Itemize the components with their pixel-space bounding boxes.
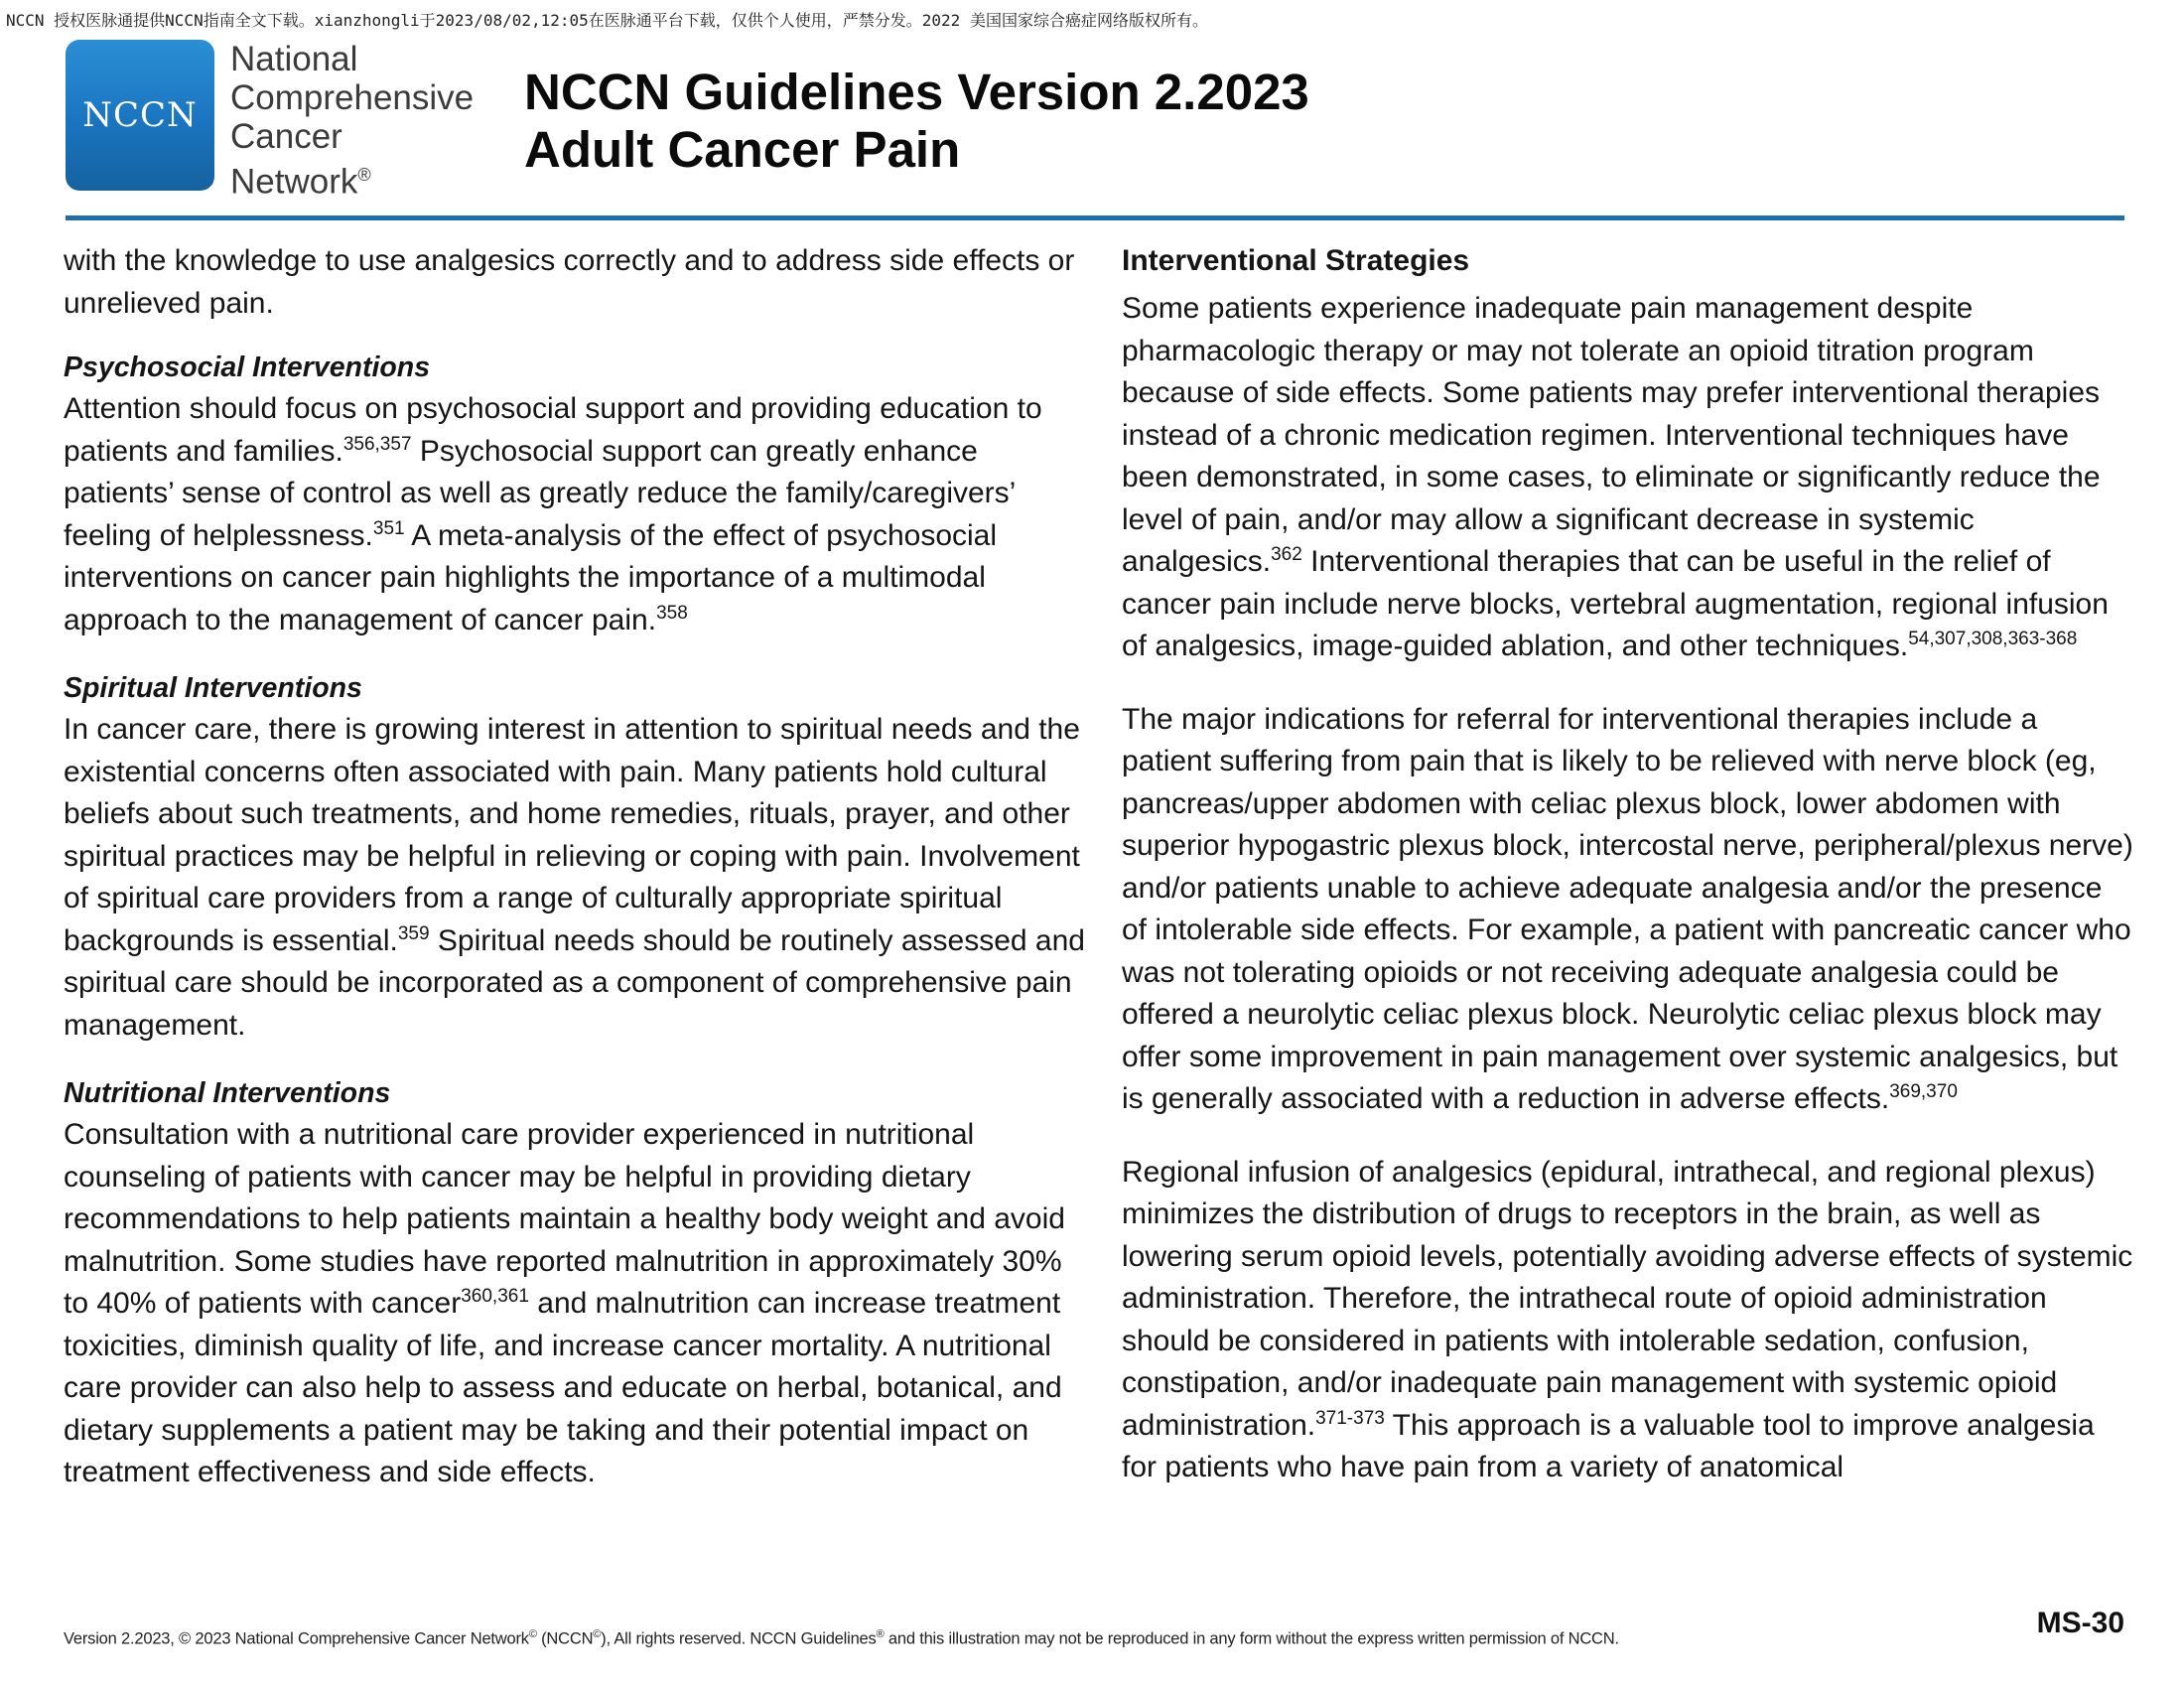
section-heading: Psychosocial Interventions: [64, 352, 431, 383]
download-watermark: NCCN 授权医脉通提供NCCN指南全文下载。xianzhongli于2023/08/02,12:05在医脉通平台下载，仅供个人使用，严禁分发。2022 美国国家综合癌症网络版权所有。: [6, 11, 1208, 30]
paragraph: Attention should focus on psychosocial support and providing education to patients and families.$^{356,357}$ Psychosocial support can greatly enhance patients’ sense of control as well as greatly reduce the family/caregivers’ feeling of helplessness.$^{351}$ A meta-analysis of the effect of psychosocial interventions on cancer pain highlights the importance of a multimodal approach to the management of cancer pain.$^{358}$: [64, 392, 1042, 636]
citation: 54,307,308,363-368: [1908, 629, 2078, 649]
organization-name: [230, 40, 474, 202]
citation: 359: [397, 922, 430, 944]
citation: 360,361: [461, 1286, 529, 1307]
citation: 356,357: [342, 433, 412, 455]
citation: 358: [656, 602, 688, 624]
section-heading: Interventional Strategies: [1122, 244, 1470, 277]
org-line: National: [230, 40, 358, 78]
citation: 371-373: [1315, 1407, 1385, 1429]
registered-mark: ®: [357, 165, 371, 185]
paragraph: Consultation with a nutritional care provider experienced in nutritional counseling of patients with cancer may be helpful in providing dietary recommendations to help patients maintain a healthy body weight and avoid malnutrition. Some studies have reported malnutrition in approximately 30% to 40% of patients with cancer$^{360,361}$ and malnutrition can increase treatment toxicities, diminish quality of life, and increase cancer mortality. A nutritional care provider can also help to assess and educate on herbal, botanical, and dietary supplements a patient may be taking and their potential impact on treatment effectiveness and side effects.: [64, 1118, 1065, 1488]
org-line: Comprehensive: [230, 78, 475, 117]
title-version: NCCN Guidelines Version 2.2023: [524, 64, 1309, 120]
nutritional-section: [64, 1072, 1086, 1494]
paragraph: Some patients experience inadequate pain management despite pharmacologic therapy or may not tolerate an opioid titration program because of side effects. Some patients may prefer interventional therapies instead of a chronic medication regimen. Interventional techniques have been demonstrated, in some cases, to eliminate or significantly reduce the level of pain, and/or may allow a significant decrease in systemic analgesics.$^{362}$ Interventional therapies that can be useful in the relief of cancer pain include nerve blocks, vertebral augmentation, regional infusion of analgesics, image-guided ablation, and other techniques.$^{54,307,308,363-368}$: [1122, 292, 2109, 662]
right-column: [1122, 240, 2134, 1489]
citation: 369,370: [1889, 1081, 1958, 1102]
page-number: MS-30: [2036, 1607, 2124, 1639]
nccn-logo: [66, 40, 214, 191]
citation: 351: [372, 517, 405, 539]
paragraph: Regional infusion of analgesics (epidural, intrathecal, and regional plexus) minimizes the distribution of drugs to receptors in the brain, as well as lowering serum opioid levels, potentially avoiding adverse effects of systemic administration. Therefore, the intrathecal route of opioid administration should be considered in patients with intolerable sedation, confusion, constipation, and/or inadequate pain management with systemic opioid administration.$^{371-373}$ This approach is a valuable tool to improve analgesia for patients who have pain from a variety of anatomical: [1122, 1155, 2133, 1483]
document-title: [524, 64, 1309, 179]
paragraph: The major indications for referral for interventional therapies include a patient suffering from pain that is likely to be relieved with nerve block (eg, pancreas/upper abdomen with celiac plexus block, lower abdomen with superior hypogastric plexus block, intercostal nerve, peripheral/plexus nerve) and/or patients unable to achieve adequate analgesia and/or the presence of intolerable side effects. For example, a patient with pancreatic cancer who was not tolerating opioids or not receiving adequate analgesia could be offered a neurolytic celiac plexus block. Neurolytic celiac plexus block may offer some improvement in pain management over systemic analgesics, but is generally associated with a reduction in adverse effects.$^{369,370}$: [1122, 702, 2133, 1115]
org-line: Cancer: [230, 117, 342, 156]
title-subject: Adult Cancer Pain: [524, 121, 961, 178]
intro-paragraph: with the knowledge to use analgesics correctly and to address side effects or unrelieved pain.: [64, 244, 1075, 320]
section-heading: Spiritual Interventions: [64, 672, 362, 704]
org-line: Network®: [230, 162, 371, 202]
header-divider: [66, 215, 2124, 220]
copyright-footer: Version 2.2023, © 2023 National Comprehensive Cancer Network© (NCCN©), All rights reserved. NCCN Guidelines® and this illustration may not be reproduced in any form without the express written permission of NCCN.: [64, 1628, 1619, 1648]
intro-section: [64, 240, 1086, 325]
logo-text: NCCN: [82, 95, 198, 135]
citation: 362: [1271, 544, 1302, 565]
psychosocial-section: [64, 347, 1086, 641]
left-column: [64, 240, 1086, 1494]
spiritual-section: [64, 667, 1086, 1047]
section-heading: Nutritional Interventions: [64, 1077, 391, 1109]
paragraph: In cancer care, there is growing interest in attention to spiritual needs and the existential concerns often associated with pain. Many patients hold cultural beliefs about such treatments, and home remedies, rituals, prayer, and other spiritual practices may be helpful in relieving or coping with pain. Involvement of spiritual care providers from a range of culturally appropriate spiritual backgrounds is essential.$^{359}$ Spiritual needs should be routinely assessed and spiritual care should be incorporated as a component of comprehensive pain management.: [64, 713, 1085, 1042]
